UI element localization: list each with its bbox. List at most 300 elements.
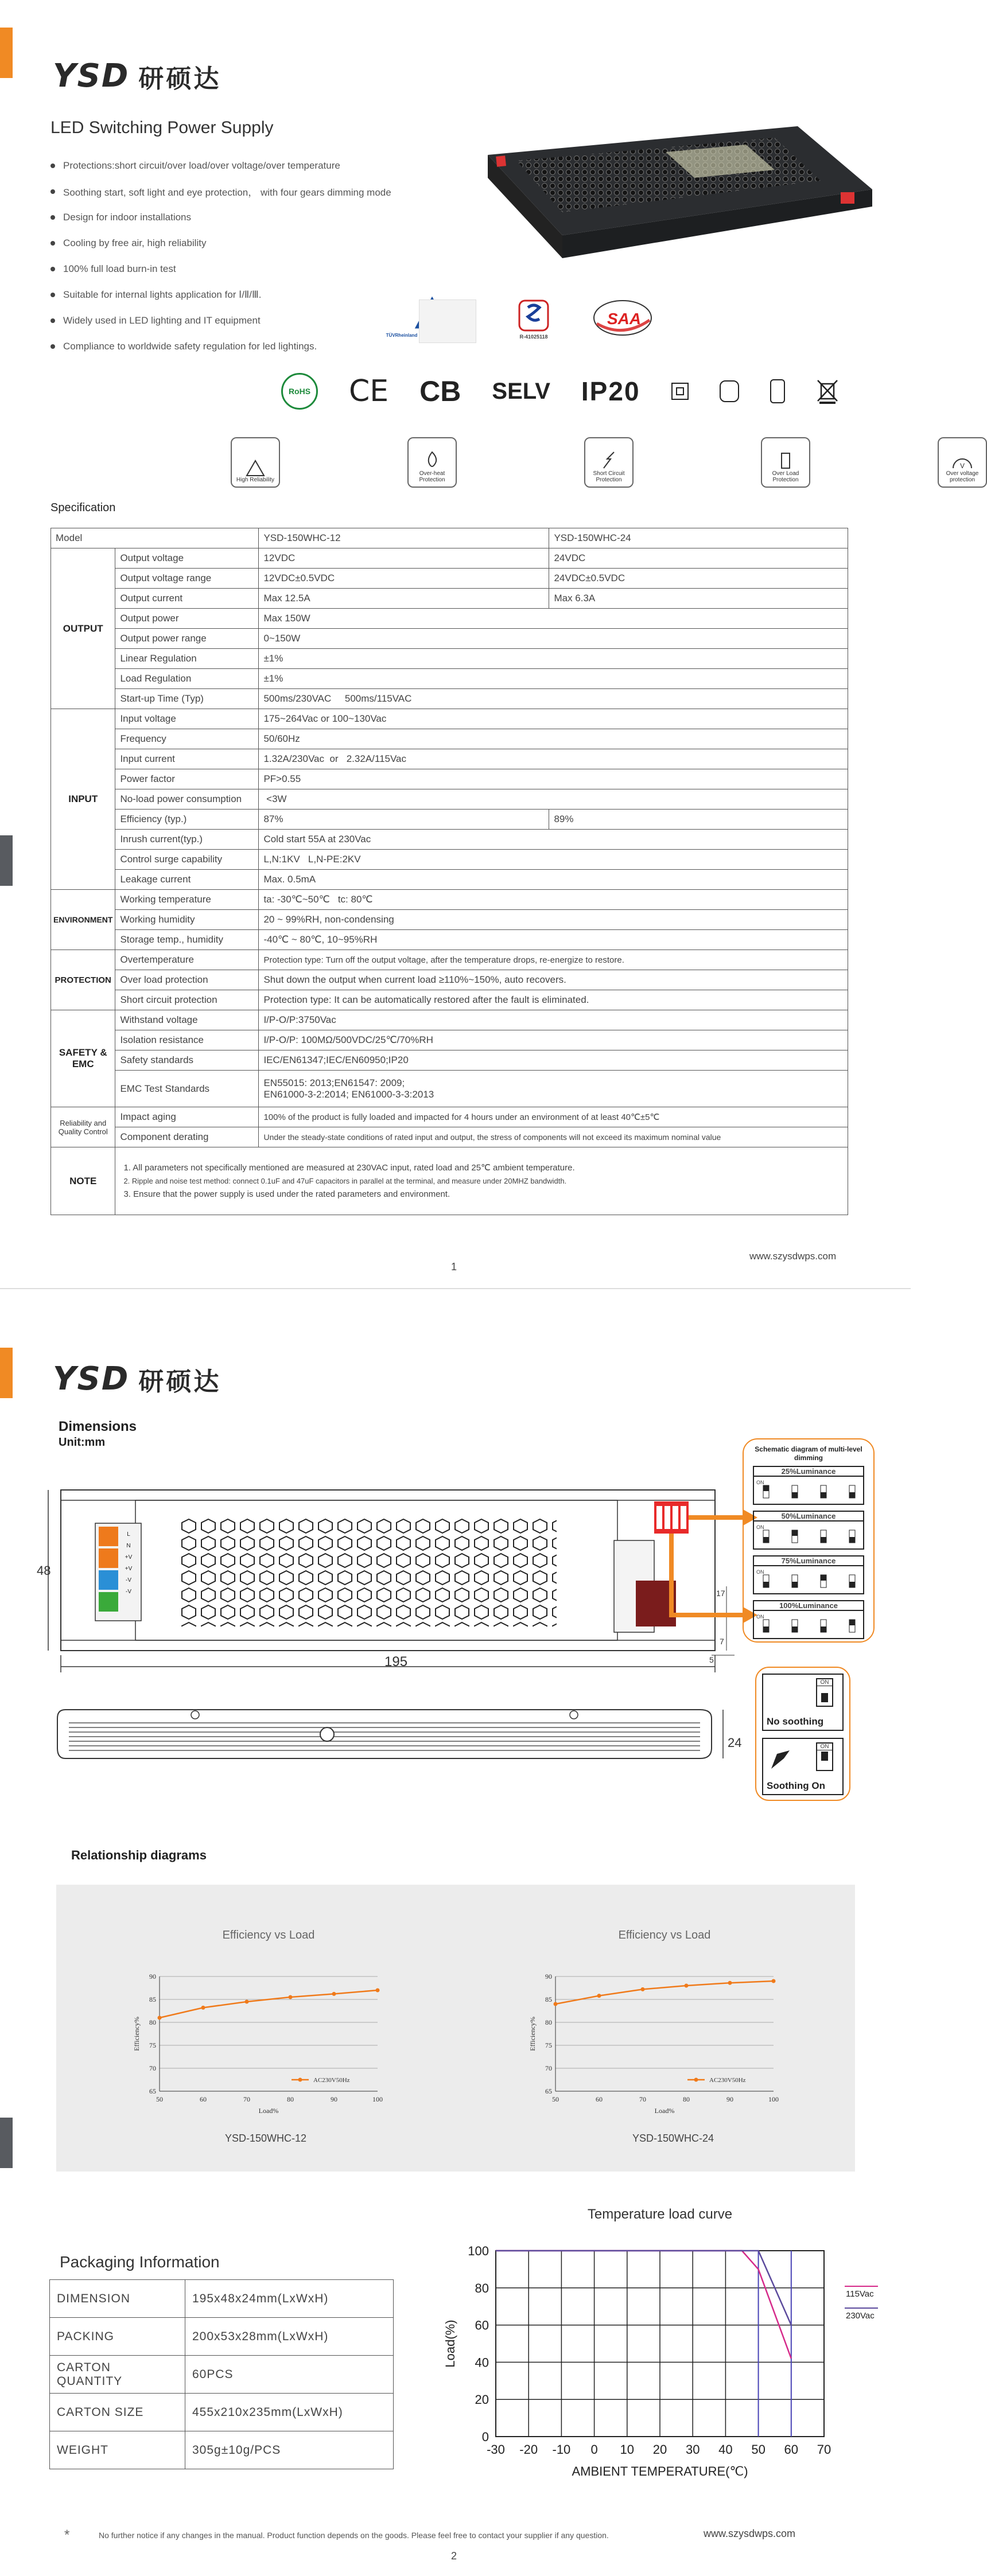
x-tick-label: 0 <box>590 2442 598 2457</box>
table-row <box>51 1050 848 1071</box>
spec-name: Output power <box>115 609 259 629</box>
feature-item: Soothing start, soft light and eye protection， with four gears dimming mode <box>50 178 391 204</box>
table-row <box>51 1030 848 1050</box>
high-reliability-icon <box>231 437 280 488</box>
group-note: NOTE <box>51 1147 115 1215</box>
legend-marker <box>694 2078 698 2082</box>
spec-value: 12VDC±0.5VDC <box>259 569 549 589</box>
spec-name: Isolation resistance <box>115 1030 259 1050</box>
packaging-label: DIMENSION <box>50 2280 185 2318</box>
x-tick-label: -20 <box>519 2442 538 2457</box>
dim-small-label: 17 <box>716 1589 725 1598</box>
dip-switch-icon <box>757 1529 866 1547</box>
saa-cert <box>591 297 654 349</box>
data-point <box>289 1995 293 1999</box>
chart-title: Temperature load curve <box>587 2207 733 2222</box>
chart-title: Efficiency vs Load <box>618 1929 711 1941</box>
icon-caption: Over Load Protection <box>772 470 799 483</box>
x-tick-label: -30 <box>487 2442 505 2457</box>
switch-on-label: ON <box>817 1679 832 1686</box>
y-tick-label: 80 <box>475 2281 489 2295</box>
dim-height-label: 48 <box>37 1563 51 1578</box>
x-tick-label: 100 <box>768 2095 779 2103</box>
dimming-level-label: 25%Luminance <box>754 1467 863 1477</box>
terminal-label: +V <box>125 1566 133 1572</box>
data-point <box>376 1989 380 1993</box>
y-axis-label: Efficiency% <box>133 2017 141 2051</box>
spec-name: Inrush current(typ.) <box>115 830 259 850</box>
dim-small-label: 5 <box>709 1655 714 1664</box>
table-row <box>51 990 848 1010</box>
x-tick-label: 50 <box>156 2095 163 2103</box>
packaging-value: 60PCS <box>185 2356 394 2394</box>
spec-name: Impact aging <box>115 1107 259 1127</box>
terminal-label: L <box>127 1531 130 1538</box>
group-safety: SAFETY & EMC <box>51 1010 115 1107</box>
saa-label: SAA <box>607 310 642 328</box>
orange-tab <box>0 28 13 78</box>
ce-mark: CE <box>349 374 389 408</box>
y-tick-label: 70 <box>545 2064 552 2072</box>
table-row <box>51 870 848 890</box>
x-tick-label: 80 <box>287 2095 294 2103</box>
note-cell <box>115 1147 848 1215</box>
series-line <box>555 1981 774 2004</box>
orange-tab <box>0 1348 13 1398</box>
table-row <box>50 2280 394 2318</box>
series-line <box>496 2251 791 2359</box>
legend-marker <box>298 2078 302 2082</box>
ccc-label: R-41025118 <box>519 334 548 340</box>
x-tick-label: 30 <box>685 2442 700 2457</box>
spec-value: I/P-O/P: 100MΩ/500VDC/25℃/70%RH <box>259 1030 848 1050</box>
cb-mark: CB <box>419 375 461 407</box>
spec-value: Max 150W <box>259 609 848 629</box>
lamp-icon <box>770 379 785 403</box>
spec-name: Over load protection <box>115 970 259 990</box>
x-tick-label: 90 <box>726 2095 733 2103</box>
y-axis-label: Load(%) <box>443 2320 457 2368</box>
y-tick-label: 65 <box>545 2087 552 2095</box>
packaging-table <box>49 2279 394 2469</box>
selv-mark: SELV <box>492 378 550 404</box>
spec-value: EN61000-3-2:2014; EN61000-3-3:2013 <box>263 1088 434 1100</box>
product-title: LED Switching Power Supply <box>50 118 274 137</box>
spec-name: Linear Regulation <box>115 649 259 669</box>
legend-label: 115Vac <box>846 2289 874 2299</box>
emc-cell <box>259 1071 848 1107</box>
table-row <box>51 1147 848 1215</box>
spec-value: 20 ~ 99%RH, non-condensing <box>259 910 848 930</box>
data-point <box>158 2016 162 2020</box>
dimming-level-label: 75%Luminance <box>754 1557 863 1566</box>
footnote-asterisk: * <box>64 2527 70 2543</box>
group-protection: PROTECTION <box>51 950 115 1010</box>
spec-value: Cold start 55A at 230Vac <box>259 830 848 850</box>
data-point <box>554 2002 558 2006</box>
spec-name: Storage temp., humidity <box>115 930 259 950</box>
switch-on-label: ON <box>756 1480 764 1485</box>
x-tick-label: 60 <box>784 2442 799 2457</box>
switch-on-label: ON <box>756 1614 764 1620</box>
y-tick-label: 40 <box>475 2355 489 2370</box>
table-row <box>51 1010 848 1030</box>
dimming-level-50 <box>753 1511 864 1550</box>
spec-name: Load Regulation <box>115 669 259 689</box>
terminal-label: -V <box>126 1577 131 1583</box>
legend-label: AC230V50Hz <box>313 2077 350 2084</box>
dimming-schematic-panel <box>743 1438 875 1643</box>
spec-name: Output power range <box>115 629 259 649</box>
table-row <box>51 810 848 830</box>
switch-on-label: ON <box>817 1744 832 1750</box>
feature-item: Protections:short circuit/over load/over voltage/over temperature <box>50 153 391 178</box>
feature-item: Design for indoor installations <box>50 204 391 230</box>
y-tick-label: 90 <box>149 1972 156 1980</box>
dimensions-unit: Unit:mm <box>59 1436 106 1449</box>
table-row <box>51 569 848 589</box>
table-row <box>50 2318 394 2356</box>
footer-note: No further notice if any changes in the manual. Product function depends on the goods. Please feel free to contact your supplier if any question. <box>99 2531 609 2540</box>
data-point <box>772 1979 776 1983</box>
icon-caption: Over voltage protection <box>946 470 979 483</box>
spec-value: Max 6.3A <box>549 589 848 609</box>
data-point <box>597 1994 601 1998</box>
spec-value: Protection type: Turn off the output voltage, after the temperature drops, re-energize to restore. <box>259 950 848 970</box>
spec-value: 1.32A/230Vac or 2.32A/115Vac <box>259 749 848 769</box>
packaging-value: 305g±10g/PCS <box>185 2431 394 2469</box>
chart-caption: YSD-150WHC-12 <box>225 2133 307 2144</box>
x-tick-label: 50 <box>751 2442 765 2457</box>
feature-list <box>50 153 391 359</box>
dip-switch-icon <box>757 1618 866 1637</box>
x-axis-label: Load% <box>258 2107 279 2115</box>
page-number: 1 <box>451 1261 457 1273</box>
brand-logo <box>53 1360 221 1398</box>
y-tick-label: 80 <box>149 2018 156 2026</box>
legend-label: 230Vac <box>846 2311 875 2321</box>
x-tick-label: 70 <box>639 2095 646 2103</box>
spec-value: I/P-O/P:3750Vac <box>259 1010 848 1030</box>
x-tick-label: -10 <box>552 2442 571 2457</box>
dimming-level-label: 100%Luminance <box>754 1601 863 1611</box>
spec-name: Input current <box>115 749 259 769</box>
over-heat-icon <box>407 437 457 488</box>
spec-value: 24VDC±0.5VDC <box>549 569 848 589</box>
x-tick-label: 100 <box>372 2095 383 2103</box>
table-row <box>51 830 848 850</box>
y-tick-label: 75 <box>545 2041 552 2049</box>
x-tick-label: 50 <box>552 2095 559 2103</box>
efficiency-charts-panel <box>56 1885 855 2172</box>
rohs-label: RoHS <box>288 387 311 396</box>
spec-name: Working temperature <box>115 890 259 910</box>
website-url[interactable]: www.szysdwps.com <box>749 1251 837 1262</box>
table-row <box>51 970 848 990</box>
datasheet-page-2 <box>0 1288 911 2576</box>
note-line: 3. Ensure that the power supply is used under the rated parameters and environment. <box>123 1189 450 1199</box>
relationship-title: Relationship diagrams <box>71 1848 207 1862</box>
spec-name: Leakage current <box>115 870 259 890</box>
spec-value: IEC/EN61347;IEC/EN60950;IP20 <box>259 1050 848 1071</box>
spec-name: Short circuit protection <box>115 990 259 1010</box>
table-row <box>51 548 848 569</box>
table-row <box>50 2356 394 2394</box>
dip-switch-icon <box>757 1484 866 1503</box>
x-tick-label: 10 <box>620 2442 635 2457</box>
spec-name: Safety standards <box>115 1050 259 1071</box>
packaging-value: 455x210x235mm(LxWxH) <box>185 2394 394 2431</box>
icon-caption: Short Circuit Protection <box>593 470 625 483</box>
table-row <box>51 910 848 930</box>
dim-small-label: 7 <box>720 1637 724 1646</box>
spec-value: Max. 0.5mA <box>259 870 848 890</box>
spec-value: 87% <box>259 810 549 830</box>
spec-value: ±1% <box>259 649 848 669</box>
over-load-icon <box>761 437 810 488</box>
terminal-label: N <box>126 1543 131 1549</box>
double-insulation-icon <box>671 383 689 400</box>
terminal-label: -V <box>126 1589 131 1595</box>
group-environment: ENVIRONMENT <box>51 890 115 950</box>
spec-name: Withstand voltage <box>115 1010 259 1030</box>
spec-value: 175~264Vac or 100~130Vac <box>259 709 848 729</box>
series-line <box>160 1990 378 2018</box>
temperature-load-chart <box>436 2200 895 2499</box>
table-row <box>51 609 848 629</box>
over-voltage-icon <box>938 437 987 488</box>
cert-marks-row <box>281 373 839 410</box>
no-soothing-label: No soothing <box>767 1716 824 1727</box>
table-row <box>51 930 848 950</box>
feature-item: 100% full load burn-in test <box>50 256 391 282</box>
y-tick-label: 100 <box>468 2244 489 2258</box>
dimming-title: Schematic diagram of multi-level dimming <box>755 1445 862 1462</box>
spec-name: Start-up Time (Typ) <box>115 689 259 709</box>
soothing-on-label: Soothing On <box>767 1780 825 1791</box>
switch-on-label: ON <box>756 1569 764 1575</box>
legend-label: AC230V50Hz <box>709 2077 746 2084</box>
table-row <box>51 890 848 910</box>
x-tick-label: 90 <box>331 2095 337 2103</box>
switch-graphic <box>816 1742 833 1771</box>
y-tick-label: 90 <box>545 1972 552 1980</box>
table-row <box>51 528 848 548</box>
y-tick-label: 60 <box>475 2318 489 2333</box>
icon-caption: High Reliability <box>236 477 275 483</box>
spec-name: Component derating <box>115 1127 259 1147</box>
x-tick-label: 70 <box>243 2095 250 2103</box>
table-row <box>51 850 848 870</box>
dimming-level-75 <box>753 1555 864 1594</box>
x-tick-label: 40 <box>718 2442 733 2457</box>
spec-value: PF>0.55 <box>259 769 848 789</box>
svg-text:V: V <box>960 462 965 470</box>
icon-caption: Over-heat Protection <box>419 470 445 483</box>
spec-name: Output current <box>115 589 259 609</box>
chart-caption: YSD-150WHC-24 <box>632 2133 714 2144</box>
table-row <box>51 950 848 970</box>
table-row <box>51 669 848 689</box>
terminal-label: +V <box>125 1554 133 1561</box>
spec-value: Protection type: It can be automatically restored after the fault is eliminated. <box>259 990 848 1010</box>
table-row <box>51 629 848 649</box>
packaging-value: 195x48x24mm(LxWxH) <box>185 2280 394 2318</box>
packaging-label: CARTON SIZE <box>50 2394 185 2431</box>
x-tick-label: 60 <box>200 2095 207 2103</box>
spec-name: Output voltage <box>115 548 259 569</box>
y-tick-label: 20 <box>475 2392 489 2407</box>
efficiency-chart-12v <box>114 1919 435 2114</box>
table-row <box>50 2394 394 2431</box>
table-row <box>51 709 848 729</box>
spec-value: Shut down the output when current load ≥110%~150%, auto recovers. <box>259 970 848 990</box>
spec-name: Output voltage range <box>115 569 259 589</box>
table-row <box>51 589 848 609</box>
x-tick-label: 20 <box>652 2442 667 2457</box>
y-tick-label: 85 <box>545 1995 552 2003</box>
model-b: YSD-150WHC-24 <box>549 528 848 548</box>
spec-value: 50/60Hz <box>259 729 848 749</box>
page-number: 2 <box>451 2550 457 2562</box>
feature-item: Compliance to worldwide safety regulation for led lightings. <box>50 333 391 359</box>
y-tick-label: 85 <box>149 1995 156 2003</box>
switch-graphic <box>816 1678 833 1707</box>
table-row <box>51 769 848 789</box>
rohs-icon <box>281 373 318 410</box>
spec-name: Working humidity <box>115 910 259 930</box>
table-row <box>51 729 848 749</box>
spec-name: EMC Test Standards <box>115 1071 259 1107</box>
dim-width-label: 195 <box>384 1654 408 1670</box>
tuv-label: TÜVRheinland <box>386 333 418 338</box>
dimming-level-label: 50%Luminance <box>754 1512 863 1522</box>
spec-value: L,N:1KV L,N-PE:2KV <box>259 850 848 870</box>
model-label: Model <box>51 528 259 548</box>
table-row <box>51 789 848 810</box>
x-axis-label: AMBIENT TEMPERATURE(℃) <box>572 2464 748 2478</box>
efficiency-chart-24v <box>510 1919 831 2114</box>
group-reliability: Reliability and Quality Control <box>51 1107 115 1147</box>
spec-value: 12VDC <box>259 548 549 569</box>
spec-name: Overtemperature <box>115 950 259 970</box>
website-url[interactable]: www.szysdwps.com <box>704 2528 796 2539</box>
data-point <box>201 2006 205 2010</box>
spec-value: <3W <box>259 789 848 810</box>
spec-value: 89% <box>549 810 848 830</box>
brand-logo <box>53 57 221 95</box>
group-input: INPUT <box>51 709 115 890</box>
protection-icons-row <box>231 437 987 488</box>
feature-item: Widely used in LED lighting and IT equipment <box>50 308 391 333</box>
data-point <box>332 1992 336 1996</box>
data-point <box>641 1987 645 1991</box>
grey-tab <box>0 835 13 886</box>
product-photo <box>476 120 878 270</box>
spec-value: -40℃ ~ 80℃, 10~95%RH <box>259 930 848 950</box>
page-divider <box>0 1288 911 1289</box>
table-row <box>50 2431 394 2469</box>
note-line: 1. All parameters not specifically mentioned are measured at 230VAC input, rated load and 25℃ ambient temperature. <box>123 1163 575 1173</box>
x-tick-label: 60 <box>596 2095 603 2103</box>
spec-value: 0~150W <box>259 629 848 649</box>
weee-bin-icon <box>816 378 839 404</box>
dimming-level-25 <box>753 1466 864 1505</box>
spec-name: Input voltage <box>115 709 259 729</box>
feature-item: Cooling by free air, high reliability <box>50 230 391 256</box>
packaging-label: PACKING <box>50 2318 185 2356</box>
model-a: YSD-150WHC-12 <box>259 528 549 548</box>
no-soothing-box <box>762 1674 844 1731</box>
spec-value: ±1% <box>259 669 848 689</box>
spec-value: ta: -30℃~50℃ tc: 80℃ <box>259 890 848 910</box>
spec-value: 500ms/230VAC 500ms/115VAC <box>259 689 848 709</box>
cursor-arrow-icon <box>769 1748 792 1771</box>
spec-name: Efficiency (typ.) <box>115 810 259 830</box>
short-circuit-icon <box>584 437 634 488</box>
table-row <box>51 1071 848 1107</box>
y-axis-label: Efficiency% <box>529 2017 537 2051</box>
y-tick-label: 70 <box>149 2064 156 2072</box>
y-tick-label: 80 <box>545 2018 552 2026</box>
spec-name: Frequency <box>115 729 259 749</box>
spec-name: Power factor <box>115 769 259 789</box>
spec-name: No-load power consumption <box>115 789 259 810</box>
data-point <box>728 1981 732 1985</box>
table-row <box>51 1127 848 1147</box>
spec-value: Under the steady-state conditions of rated input and output, the stress of components will not exceed its maximum nominal value <box>259 1127 848 1147</box>
specification-label: Specification <box>50 501 116 514</box>
feature-item: Suitable for internal lights application for Ⅰ/Ⅱ/Ⅲ. <box>50 282 391 308</box>
spec-name: Control surge capability <box>115 850 259 870</box>
safety-mark-icon <box>514 293 554 333</box>
logo-latin: YSD <box>53 1360 130 1398</box>
spec-value: EN55015: 2013;EN61547: 2009; <box>263 1077 405 1088</box>
grey-tab <box>0 2118 13 2168</box>
switch-on-label: ON <box>756 1524 764 1530</box>
ip20-mark: IP20 <box>581 376 640 406</box>
data-point <box>685 1984 689 1988</box>
soothing-on-box <box>762 1738 844 1795</box>
note-line: 2. Ripple and noise test method: connect 0.1uF and 47uF capacitors in parallel at the terminal, and measure under 20MHZ bandwidth. <box>123 1177 567 1185</box>
group-output: OUTPUT <box>51 548 115 709</box>
chart-title: Efficiency vs Load <box>222 1929 315 1941</box>
logo-latin: YSD <box>53 57 130 95</box>
packaging-title: Packaging Information <box>60 2253 220 2271</box>
x-tick-label: 70 <box>817 2442 831 2457</box>
y-tick-label: 0 <box>481 2430 489 2444</box>
x-axis-label: Load% <box>654 2107 675 2115</box>
ccc-cert <box>511 293 557 350</box>
spec-value: 100% of the product is fully loaded and impacted for 4 hours under an environment of at least 40℃±5℃ <box>259 1107 848 1127</box>
table-row <box>51 649 848 669</box>
dimming-level-100 <box>753 1600 864 1639</box>
tuv-cert <box>383 297 481 348</box>
packaging-label: WEIGHT <box>50 2431 185 2469</box>
datasheet-page-1 <box>0 0 979 1288</box>
soothing-panel <box>755 1667 850 1801</box>
spec-table <box>50 528 848 1215</box>
dimensions-title: Dimensions <box>59 1419 137 1434</box>
y-tick-label: 65 <box>149 2087 156 2095</box>
spec-value: 24VDC <box>549 548 848 569</box>
x-tick-label: 80 <box>683 2095 690 2103</box>
packaging-label: CARTON QUANTITY <box>50 2356 185 2394</box>
table-row <box>51 1107 848 1127</box>
table-row <box>51 749 848 769</box>
terminal-labels <box>121 1529 137 1598</box>
dim-depth-label: 24 <box>728 1736 742 1750</box>
